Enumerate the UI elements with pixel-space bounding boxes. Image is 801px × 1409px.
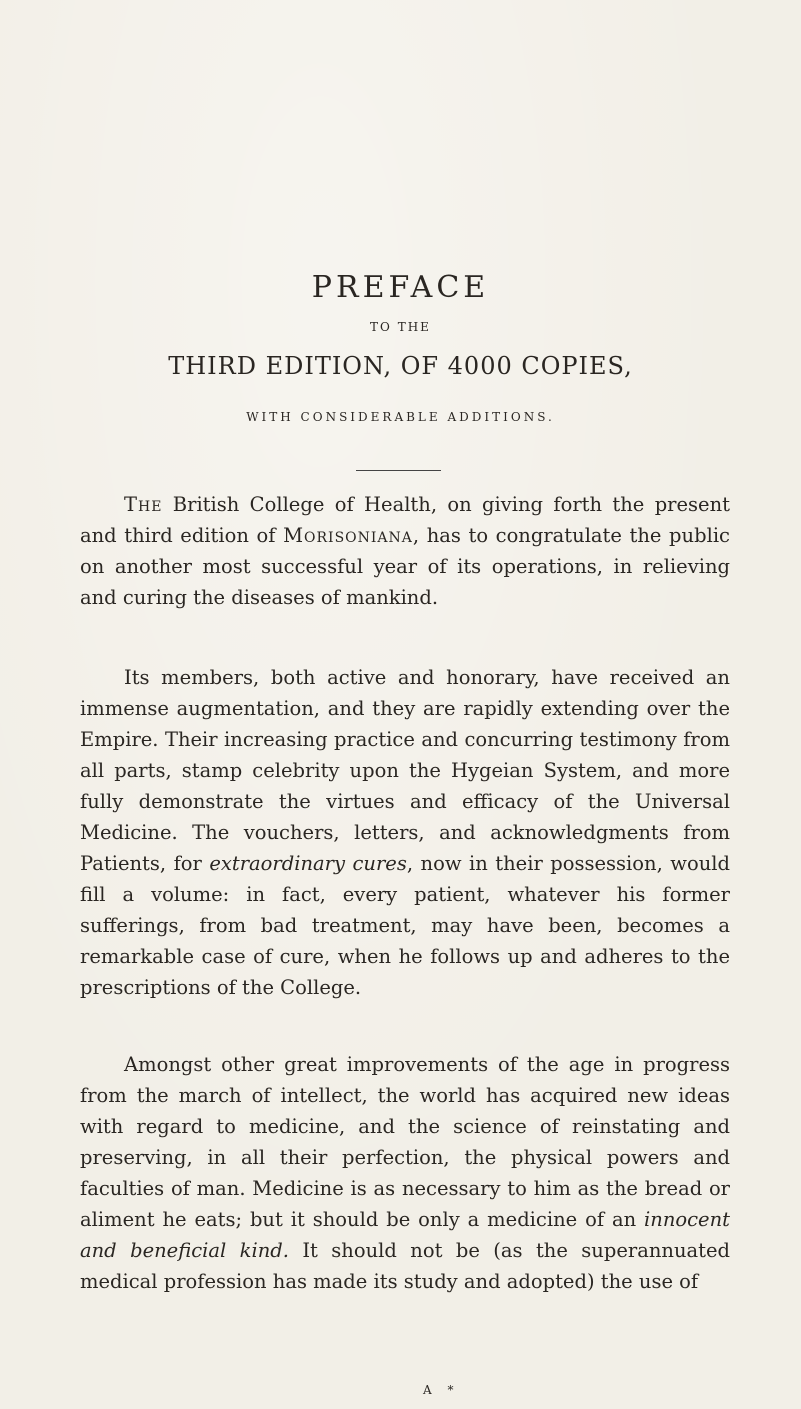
paragraph-1-text-b: , has to congratulate the public on another most successful year of its operations, in relieving and curing the diseases of mankind. <box>80 524 730 609</box>
paragraph-2-text-a: Its members, both active and honorary, have received an immense augmentation, and they are rapidly extending over the Empire. Their increasing practice and concurring testimony from all parts, stamp celebrity upon the Hygeian System, and more fully demonstrate the virtues and efficacy of the Universal Medicine. The vouchers, letters, and acknowledgments from Patients, for <box>80 666 730 875</box>
paragraph-3 <box>80 1049 730 1297</box>
preface-to-the: TO THE <box>370 320 431 334</box>
paragraph-1 <box>80 489 730 613</box>
preface-title: PREFACE <box>311 270 490 305</box>
paragraph-2-text-b: , now in their possession, would fill a volume: in fact, every patient, whatever his former sufferings, from bad treatment, may have been, becomes a remarkable case of cure, when he follows up and adheres to the prescriptions of the College. <box>80 852 730 999</box>
paragraph-2 <box>80 662 730 1003</box>
paragraph-1-lead: The <box>124 493 163 516</box>
paragraph-1-text-a: British College of Health, on giving forth the present and third edition of <box>80 493 730 547</box>
paragraph-3-text-a: Amongst other great improvements of the age in progress from the march of intellect, the world has acquired new ideas with regard to medicine, and the science of reinstating and preserving, in all their perfection, the physical powers and faculties of man. Medicine is as necessary to him as the bread or aliment he eats; but it should be only a medicine of an <box>80 1053 730 1231</box>
paragraph-3-text-b: It should not be (as the superannuated medical profession has made its study and adopted) the use of <box>80 1239 730 1293</box>
section-divider <box>356 470 441 471</box>
additions-subheading: WITH CONSIDERABLE ADDITIONS. <box>246 410 555 424</box>
morisoniana-title: Morisoniana <box>283 524 413 547</box>
paragraph-2-italic: extraordinary cures <box>209 852 407 875</box>
signature-mark: A * <box>423 1383 460 1397</box>
paragraph-3-italic: innocent and beneficial kind. <box>80 1208 730 1262</box>
edition-heading: THIRD EDITION, OF 4000 COPIES, <box>168 352 633 380</box>
